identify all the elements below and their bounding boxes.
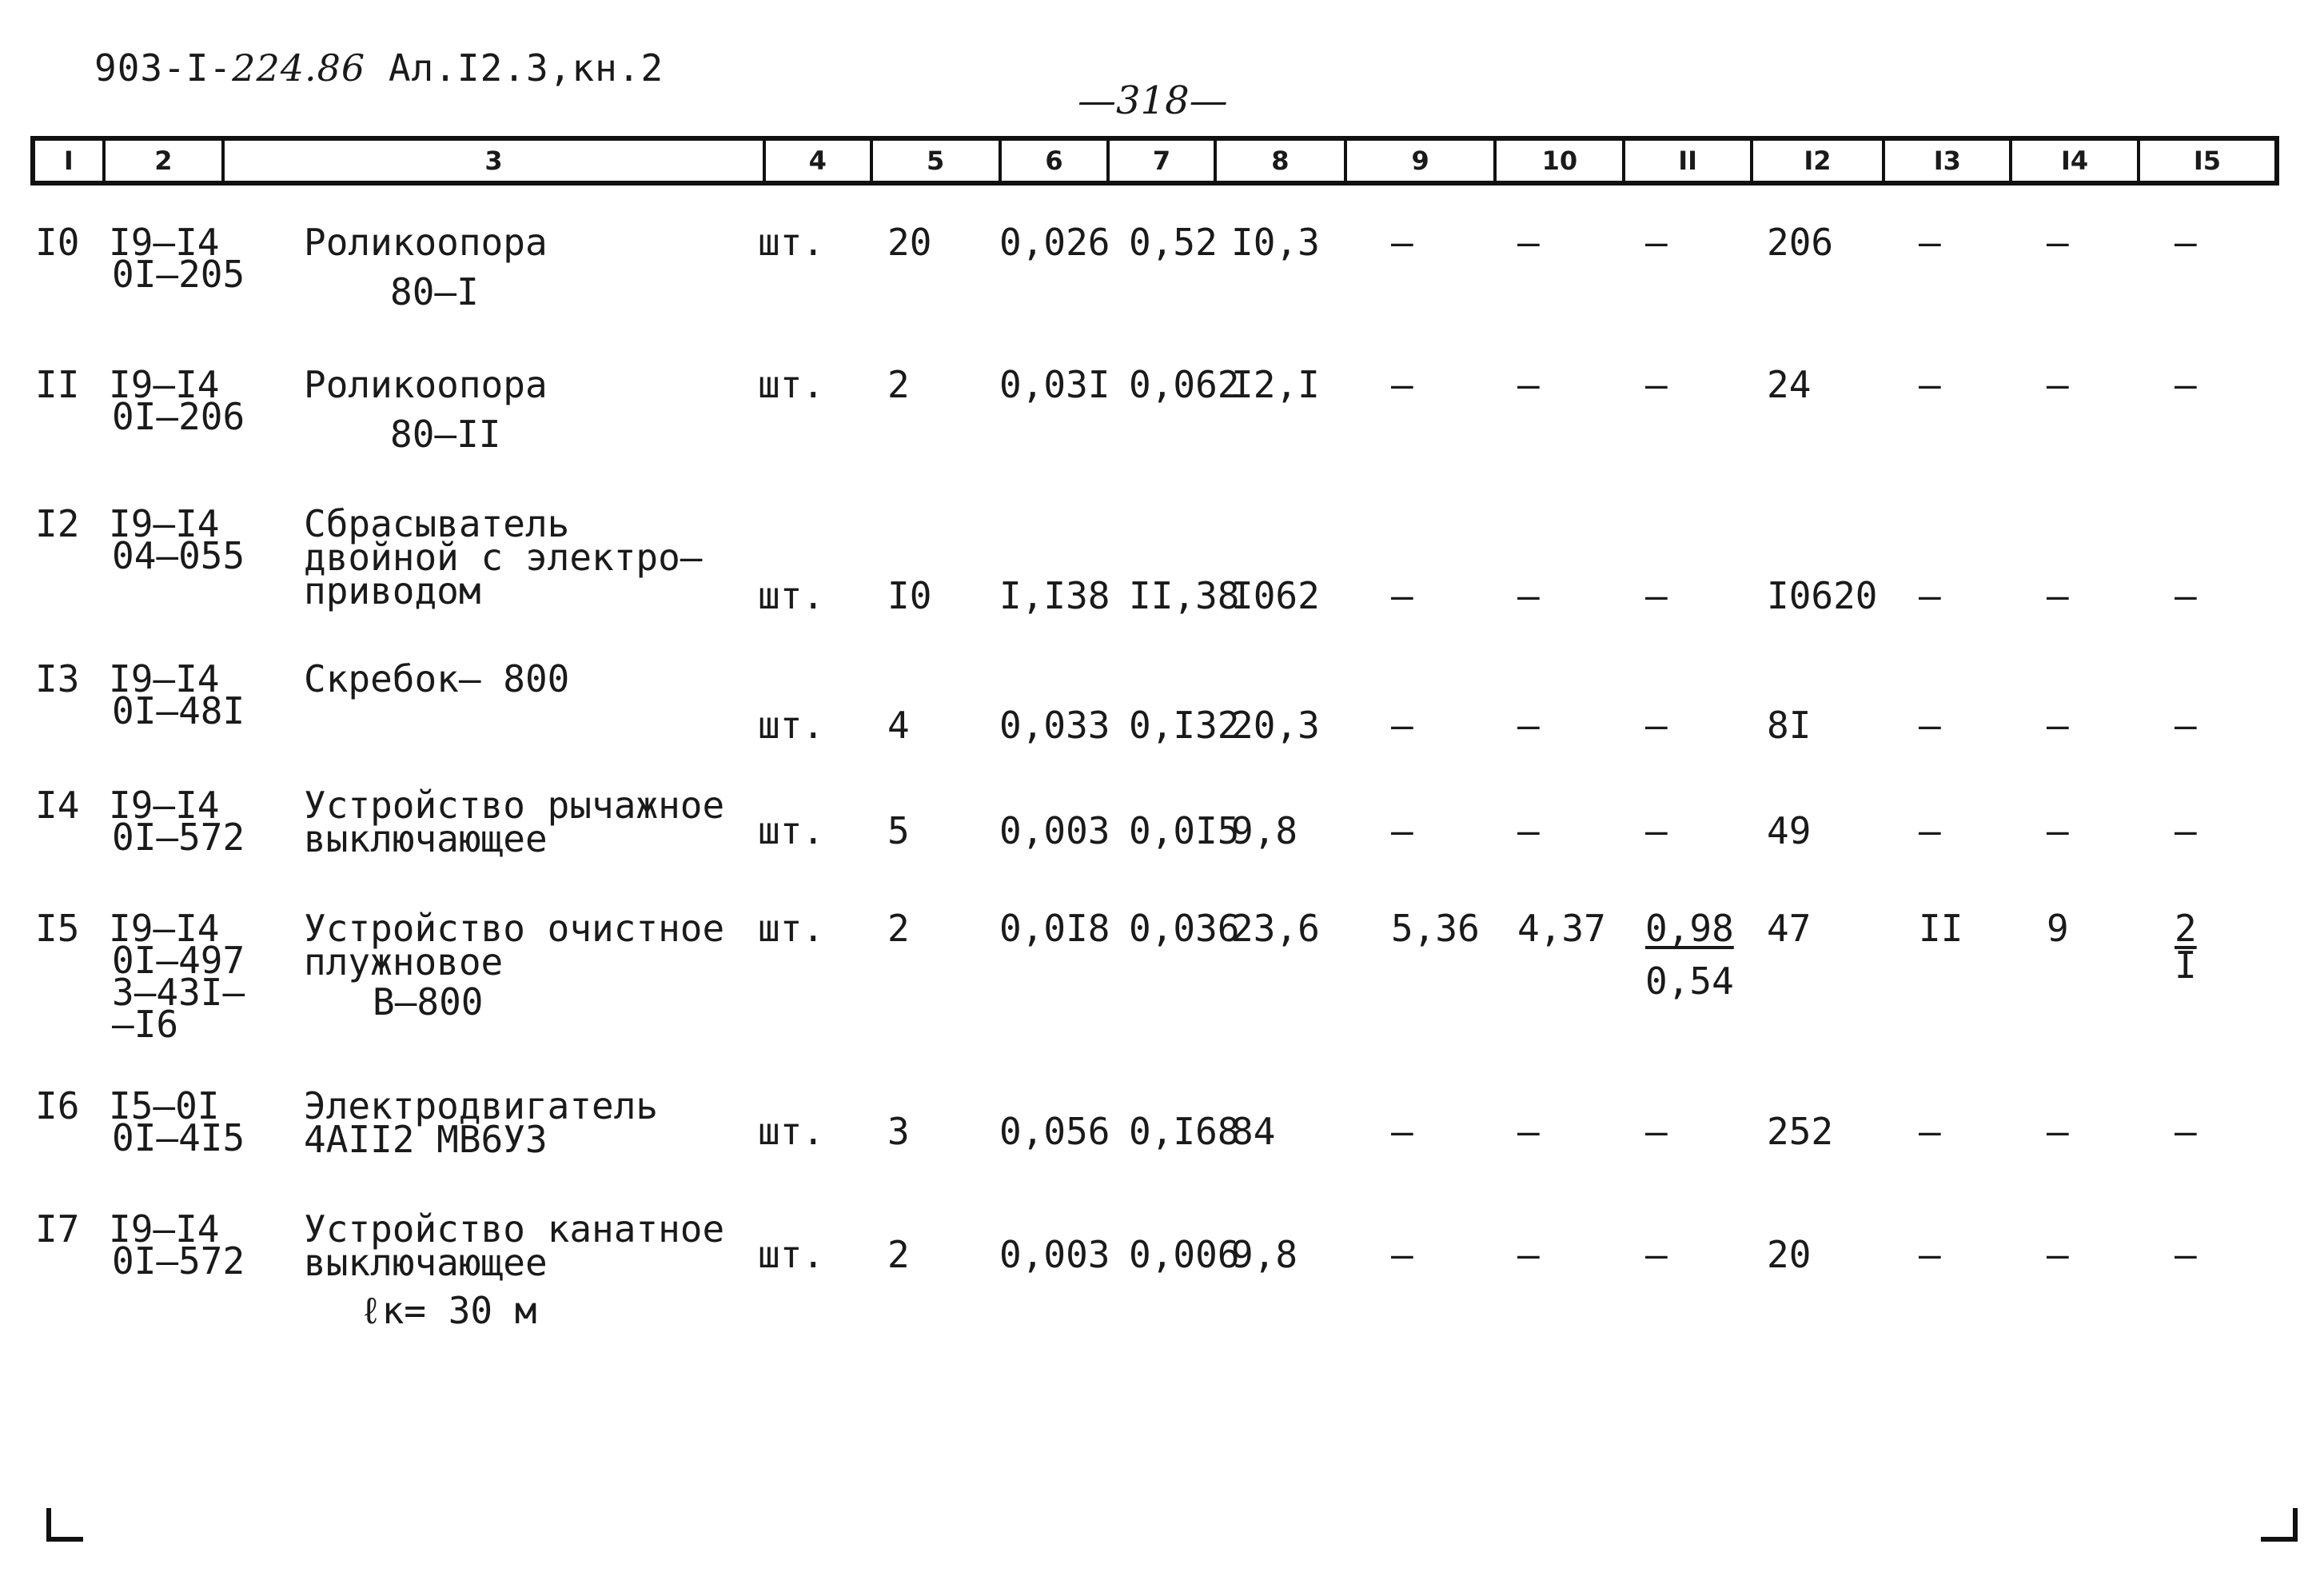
column-header: I2 [1753, 141, 1885, 181]
value-col-13: – [1919, 221, 1941, 264]
item-name: Устройство рычажное [304, 784, 725, 827]
corner-mark-right [2261, 1508, 2298, 1542]
item-name: Сбрасыватель [304, 502, 570, 545]
value-col-15: 2 [2175, 907, 2197, 950]
value-col-11: – [1645, 574, 1668, 617]
doc-code-handwritten: 224.86 [232, 46, 366, 90]
value-col-12: 20 [1767, 1233, 1812, 1276]
column-header: 10 [1497, 141, 1625, 181]
unit: шт. [758, 907, 825, 950]
item-code: I9–I4 [109, 1207, 220, 1251]
item-code: I9–I4 [109, 784, 220, 827]
total-weight: 0,006 [1129, 1233, 1240, 1276]
value-col-15: – [2175, 363, 2197, 406]
total-weight: 0,036 [1129, 907, 1240, 950]
value-col-13: – [1919, 704, 1941, 747]
column-header: 5 [873, 141, 1002, 181]
value-col-10: – [1517, 1233, 1540, 1276]
total-weight: 0,I32 [1129, 704, 1240, 747]
item-code: 3–43I– [112, 971, 245, 1014]
unit-weight: 0,0I8 [999, 907, 1110, 950]
unit: шт. [758, 363, 825, 406]
unit: шт. [758, 1110, 825, 1153]
unit: шт. [758, 221, 825, 264]
total-weight: 0,0I5 [1129, 809, 1240, 852]
value-col-8: 9,8 [1231, 809, 1298, 852]
value-col-14: – [2047, 809, 2069, 852]
value-col-9: – [1391, 221, 1413, 264]
unit-weight: 0,03I [999, 363, 1110, 406]
value-col-13: II [1919, 907, 1963, 950]
item-code: I5–0I [109, 1084, 220, 1127]
corner-mark-left [46, 1508, 83, 1542]
value-col-9: – [1391, 574, 1413, 617]
column-header: 9 [1347, 141, 1497, 181]
column-header: I3 [1885, 141, 2012, 181]
item-code: 0I–572 [112, 816, 245, 859]
value-col-8: 20,3 [1231, 704, 1320, 747]
unit-weight: 0,003 [999, 1233, 1110, 1276]
value-col-15: – [2175, 704, 2197, 747]
value-col-8: I0,3 [1231, 221, 1320, 264]
value-col-14: – [2047, 1110, 2069, 1153]
value-col-11: – [1645, 809, 1668, 852]
value-col-13: – [1919, 574, 1941, 617]
value-col-12: 206 [1767, 221, 1834, 264]
value-col-10: – [1517, 574, 1540, 617]
value-col-15: – [2175, 809, 2197, 852]
value-col-12: 8I [1767, 704, 1812, 747]
value-col-15: – [2175, 221, 2197, 264]
value-col-9: – [1391, 363, 1413, 406]
value-col-10: – [1517, 1110, 1540, 1153]
item-code: 0I–205 [112, 253, 245, 296]
item-name: Устройство очистное [304, 907, 725, 950]
value-col-11: – [1645, 363, 1668, 406]
column-header: I [35, 141, 106, 181]
value-col-13: – [1919, 1233, 1941, 1276]
row-number: I4 [35, 784, 80, 827]
item-name: Устройство канатное [304, 1207, 725, 1251]
total-weight: 0,062 [1129, 363, 1240, 406]
item-code: 0I–206 [112, 395, 245, 438]
unit-weight: 0,003 [999, 809, 1110, 852]
quantity: 2 [887, 1233, 910, 1276]
item-name: выключающее [304, 1241, 548, 1284]
value-col-14: – [2047, 363, 2069, 406]
item-name: Роликоопора [304, 363, 548, 406]
value-col-14: – [2047, 704, 2069, 747]
value-col-10: – [1517, 363, 1540, 406]
value-col-12: 252 [1767, 1110, 1834, 1153]
value-col-14: – [2047, 574, 2069, 617]
item-code: 0I–4I5 [112, 1116, 245, 1159]
value-col-9: – [1391, 809, 1413, 852]
value-col-9: – [1391, 704, 1413, 747]
quantity: I0 [887, 574, 932, 617]
page-number: —318— [1078, 78, 1228, 123]
value-col-14: – [2047, 1233, 2069, 1276]
value-col-8: 23,6 [1231, 907, 1320, 950]
value-col-12: I0620 [1767, 574, 1878, 617]
quantity: 2 [887, 907, 910, 950]
value-col-9: – [1391, 1233, 1413, 1276]
value-col-10: – [1517, 809, 1540, 852]
column-header: 2 [106, 141, 225, 181]
unit-weight: I,I38 [999, 574, 1110, 617]
value-col-9: 5,36 [1391, 907, 1480, 950]
doc-code-suffix: Ал.I2.3,кн.2 [365, 46, 664, 90]
doc-code-prefix: 903-I- [94, 46, 233, 90]
column-header: 8 [1217, 141, 1347, 181]
unit: шт. [758, 1233, 825, 1276]
value-col-10: – [1517, 704, 1540, 747]
item-code: 04–055 [112, 534, 245, 577]
value-col-10: – [1517, 221, 1540, 264]
item-name: 80–II [390, 413, 501, 456]
item-code: I9–I4 [109, 657, 220, 700]
item-name: Скребок– 800 [304, 657, 570, 700]
value-col-11: – [1645, 1110, 1668, 1153]
value-col-11-lower: 0,54 [1645, 960, 1734, 1003]
value-col-13: – [1919, 809, 1941, 852]
row-number: I2 [35, 502, 80, 545]
quantity: 4 [887, 704, 910, 747]
value-col-15: – [2175, 574, 2197, 617]
column-header: 4 [766, 141, 872, 181]
value-col-11: 0,98 [1645, 907, 1734, 950]
item-name: Электродвигатель [304, 1084, 659, 1127]
total-weight: II,38 [1129, 574, 1240, 617]
row-number: I6 [35, 1084, 80, 1127]
unit-weight: 0,026 [999, 221, 1110, 264]
quantity: 20 [887, 221, 932, 264]
item-name: 4AII2 MB6У3 [304, 1118, 548, 1161]
column-header: I4 [2012, 141, 2139, 181]
value-col-12: 49 [1767, 809, 1812, 852]
quantity: 5 [887, 809, 910, 852]
unit-weight: 0,033 [999, 704, 1110, 747]
value-col-15: – [2175, 1110, 2197, 1153]
row-number: I7 [35, 1207, 80, 1251]
value-col-13: – [1919, 363, 1941, 406]
unit: шт. [758, 704, 825, 747]
item-name: приводом [304, 569, 481, 612]
item-code: I9–I4 [109, 363, 220, 406]
value-col-13: – [1919, 1110, 1941, 1153]
item-name: Роликоопора [304, 221, 548, 264]
value-col-11: – [1645, 1233, 1668, 1276]
value-col-9: – [1391, 1110, 1413, 1153]
item-code: I9–I4 [109, 907, 220, 950]
value-col-8: I2,I [1231, 363, 1320, 406]
item-code: I9–I4 [109, 502, 220, 545]
item-code: 0I–497 [112, 939, 245, 982]
value-col-11: – [1645, 704, 1668, 747]
value-col-10: 4,37 [1517, 907, 1606, 950]
item-code: 0I–572 [112, 1239, 245, 1283]
quantity: 3 [887, 1110, 910, 1153]
value-col-8: 84 [1231, 1110, 1276, 1153]
column-header: 6 [1002, 141, 1110, 181]
item-name: плужновое [304, 940, 504, 984]
item-name: ℓк= 30 м [360, 1289, 537, 1332]
value-col-8: 9,8 [1231, 1233, 1298, 1276]
row-number: I3 [35, 657, 80, 700]
total-weight: 0,52 [1129, 221, 1218, 264]
value-col-11: – [1645, 221, 1668, 264]
item-name: B–800 [373, 980, 484, 1023]
column-header: I5 [2193, 146, 2221, 176]
row-number: II [35, 363, 80, 406]
item-name: выключающее [304, 817, 548, 860]
value-col-14: 9 [2047, 907, 2069, 950]
value-col-15-lower: I [2175, 944, 2197, 987]
value-col-12: 47 [1767, 907, 1812, 950]
value-col-12: 24 [1767, 363, 1812, 406]
item-code: 0I–48I [112, 689, 245, 732]
column-header: II [1625, 141, 1752, 181]
unit-weight: 0,056 [999, 1110, 1110, 1153]
unit: шт. [758, 574, 825, 617]
row-number: I0 [35, 221, 80, 264]
row-number: I5 [35, 907, 80, 950]
column-header: 7 [1110, 141, 1216, 181]
column-header: 3 [225, 141, 766, 181]
item-name: 80–I [390, 270, 479, 313]
item-code: I9–I4 [109, 221, 220, 264]
quantity: 2 [887, 363, 910, 406]
unit: шт. [758, 809, 825, 852]
value-col-14: – [2047, 221, 2069, 264]
item-code: –I6 [112, 1003, 179, 1046]
item-name: двойной с электро– [304, 536, 703, 579]
value-col-15: – [2175, 1233, 2197, 1276]
total-weight: 0,I68 [1129, 1110, 1240, 1153]
value-col-8: I062 [1231, 574, 1320, 617]
